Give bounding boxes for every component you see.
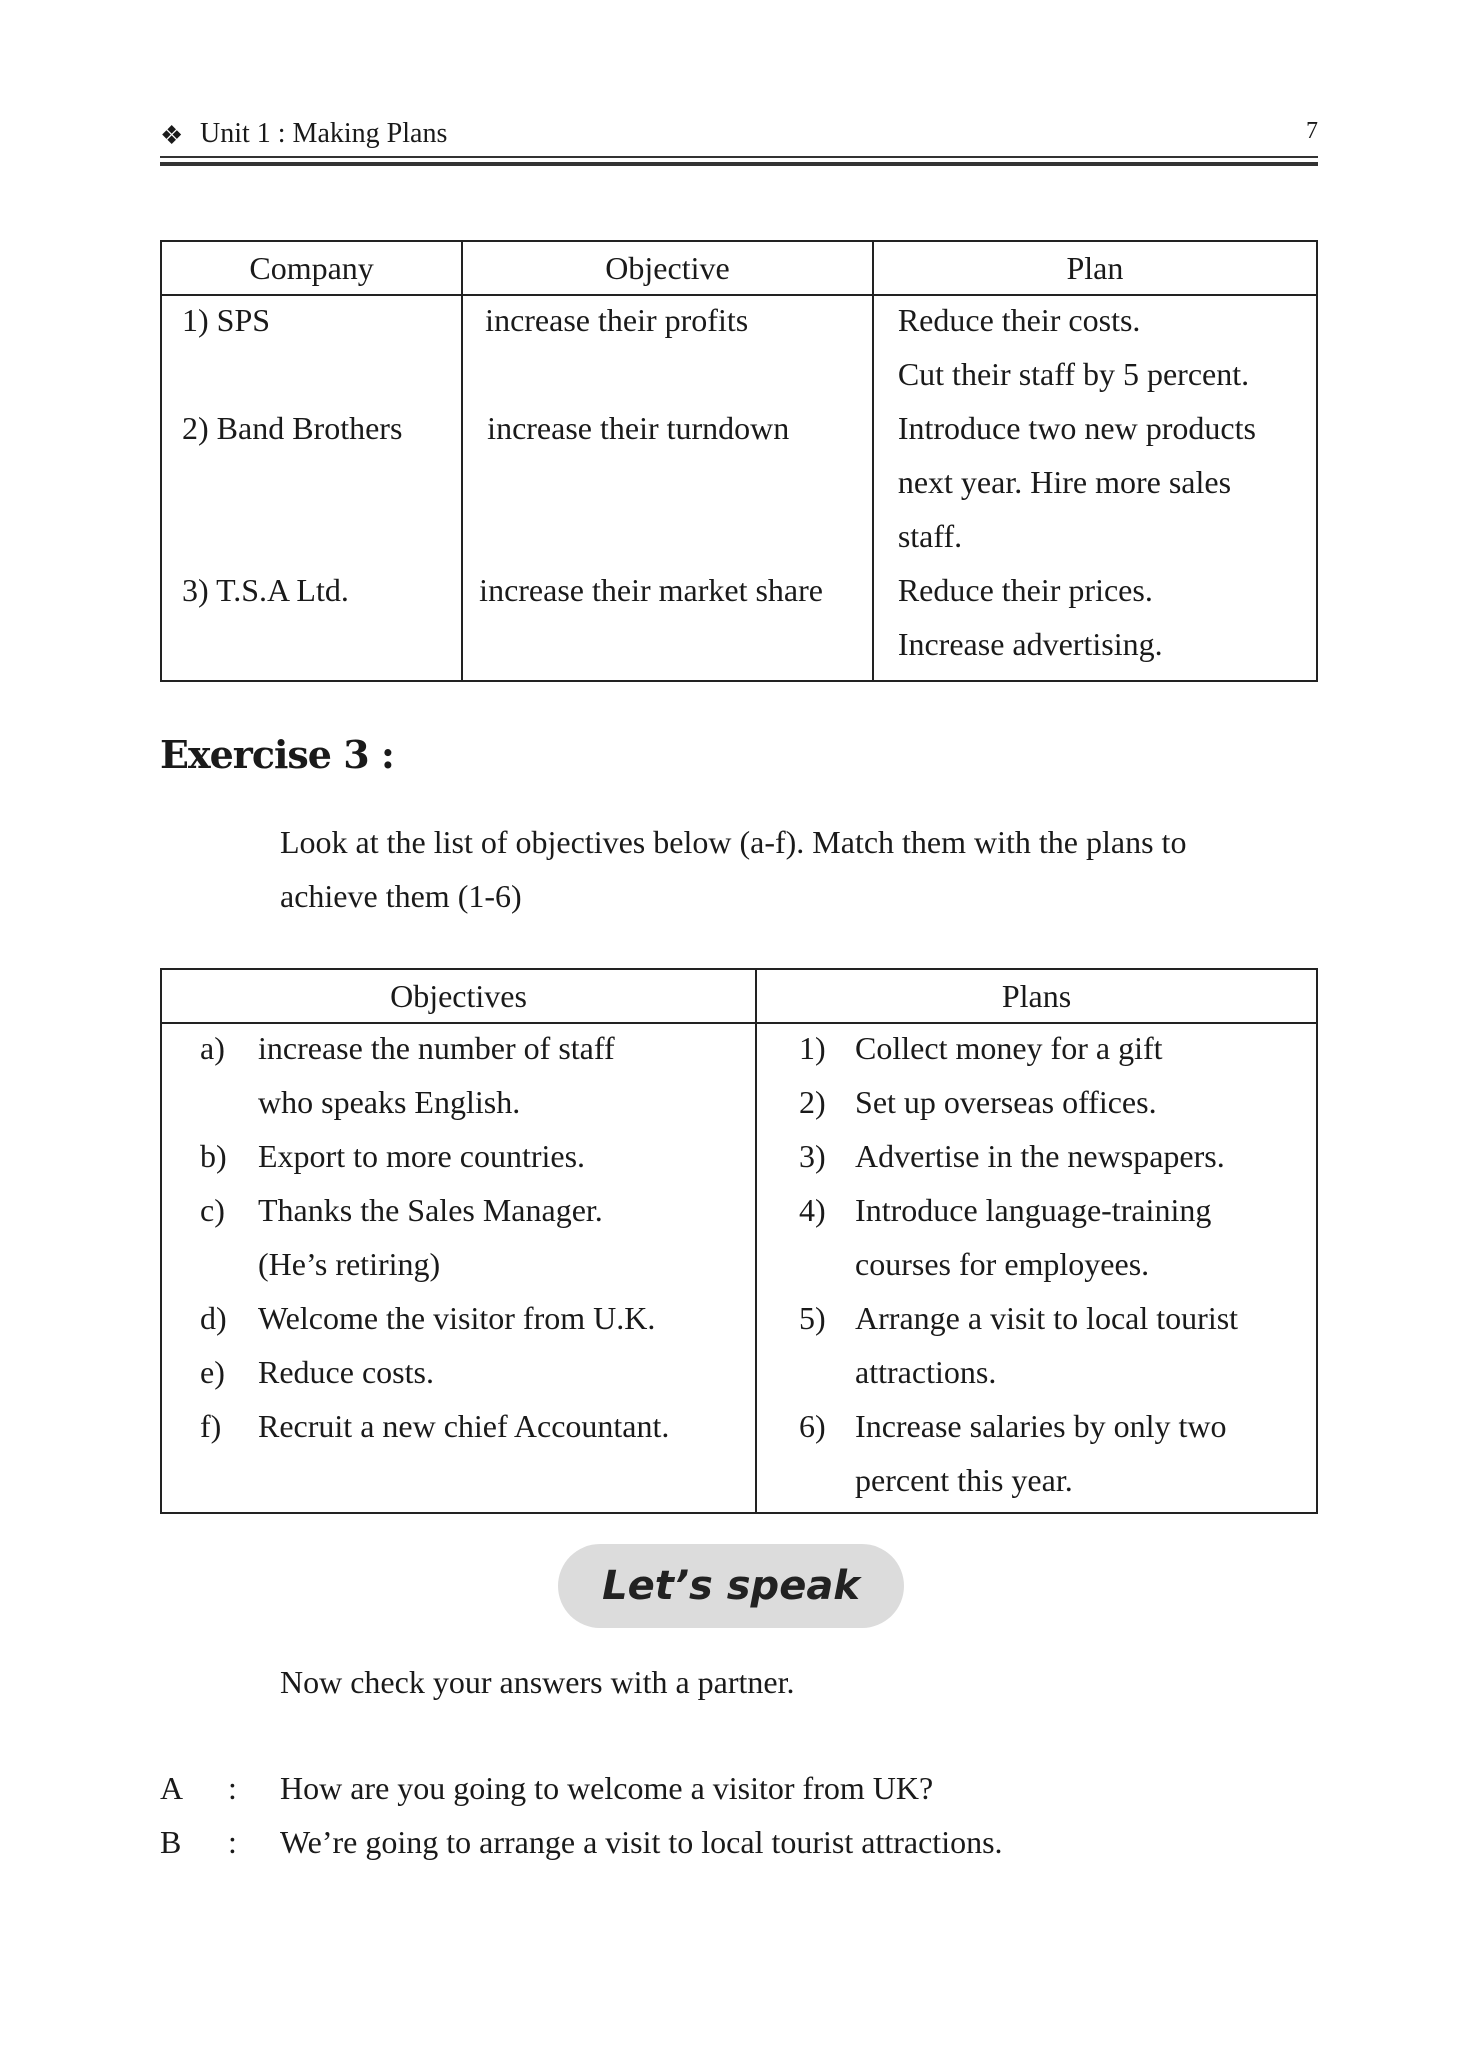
objective-marker: c): [200, 1192, 225, 1228]
plan-line: Cut their staff by 5 percent.: [897, 356, 1250, 392]
plan-text: Set up overseas offices.: [855, 1084, 1157, 1120]
plan-text: Introduce language-training: [855, 1192, 1212, 1228]
objective-text: increase the number of staff: [258, 1030, 615, 1066]
header-rule-thin: [160, 156, 1318, 158]
exercise-instruction-line: achieve them (1-6): [280, 878, 522, 914]
dialogue-colon: :: [228, 1824, 237, 1860]
plan-marker: 2): [799, 1084, 826, 1120]
plan-marker: 5): [799, 1300, 826, 1336]
objective-marker: d): [200, 1300, 227, 1336]
objective-marker: b): [200, 1138, 227, 1174]
objective-text: increase their market share: [479, 572, 823, 608]
plan-line: Reduce their costs.: [897, 302, 1141, 338]
unit-title: Unit 1 : Making Plans: [200, 118, 448, 149]
dialogue-speaker: A: [160, 1770, 184, 1806]
plan-text: attractions.: [855, 1354, 997, 1390]
dialogue-line: How are you going to welcome a visitor from UK?: [280, 1770, 934, 1806]
plan-marker: 6): [799, 1408, 826, 1444]
objectives-plans-table: [160, 968, 1318, 1514]
header-rule-thick: [160, 162, 1318, 166]
plan-line: staff.: [897, 518, 963, 554]
objective-text: who speaks English.: [258, 1084, 521, 1120]
objective-marker: a): [200, 1030, 225, 1066]
dialogue-line: We’re going to arrange a visit to local tourist attractions.: [280, 1824, 1003, 1860]
table-body-row: [161, 295, 1317, 681]
page-number: 7: [1306, 118, 1318, 144]
plan-text: percent this year.: [855, 1462, 1073, 1498]
objective-text: increase their profits: [485, 302, 749, 338]
plan-marker: 3): [799, 1138, 826, 1174]
company-cell: [161, 295, 462, 681]
column-header-objectives: Objectives: [161, 969, 756, 1023]
company-name: 3) T.S.A Ltd.: [182, 572, 349, 608]
table-body-row: [161, 1023, 1317, 1513]
plan-line: Increase advertising.: [897, 626, 1163, 662]
objective-text: Reduce costs.: [258, 1354, 434, 1390]
objective-text: Thanks the Sales Manager.: [258, 1192, 603, 1228]
plan-text: Collect money for a gift: [855, 1030, 1163, 1066]
table-header-row: [161, 241, 1317, 295]
plan-text: Arrange a visit to local tourist: [855, 1300, 1239, 1336]
column-header-plan: Plan: [873, 241, 1317, 295]
column-header-company: Company: [161, 241, 462, 295]
column-header-objective: Objective: [462, 241, 873, 295]
plan-marker: 4): [799, 1192, 826, 1228]
company-name: 1) SPS: [182, 302, 271, 338]
objective-marker: f): [200, 1408, 222, 1444]
company-name: 2) Band Brothers: [182, 410, 403, 446]
company-plans-table: [160, 240, 1318, 682]
plan-text: courses for employees.: [855, 1246, 1150, 1282]
plan-text: Increase salaries by only two: [855, 1408, 1227, 1444]
objective-text: Welcome the visitor from U.K.: [258, 1300, 656, 1336]
running-header: [160, 118, 1318, 158]
exercise-heading: Exercise 3 :: [160, 732, 394, 777]
objectives-cell: [161, 1023, 756, 1513]
column-header-plans: Plans: [756, 969, 1317, 1023]
table-header-row: [161, 969, 1317, 1023]
plan-cell: [873, 295, 1317, 681]
plan-line: Introduce two new products: [897, 410, 1256, 446]
dialogue-colon: :: [228, 1770, 237, 1806]
plan-line: next year. Hire more sales: [897, 464, 1232, 500]
dialogue-speaker: B: [160, 1824, 182, 1860]
speak-instruction: Now check your answers with a partner.: [280, 1664, 795, 1700]
plan-line: Reduce their prices.: [897, 572, 1153, 608]
plan-marker: 1): [799, 1030, 826, 1066]
lets-speak-banner: Let’s speak: [558, 1544, 904, 1628]
exercise-instruction-line: Look at the list of objectives below (a-f). Match them with the plans to: [280, 824, 1187, 860]
objective-marker: e): [200, 1354, 225, 1390]
plan-text: Advertise in the newspapers.: [855, 1138, 1225, 1174]
plans-cell: [756, 1023, 1317, 1513]
diamond-bullet-icon: ❖: [160, 121, 184, 150]
objective-text: Recruit a new chief Accountant.: [258, 1408, 670, 1444]
objective-text: increase their turndown: [487, 410, 790, 446]
objective-text: (He’s retiring): [258, 1246, 441, 1282]
objective-text: Export to more countries.: [258, 1138, 586, 1174]
objective-cell: [462, 295, 873, 681]
